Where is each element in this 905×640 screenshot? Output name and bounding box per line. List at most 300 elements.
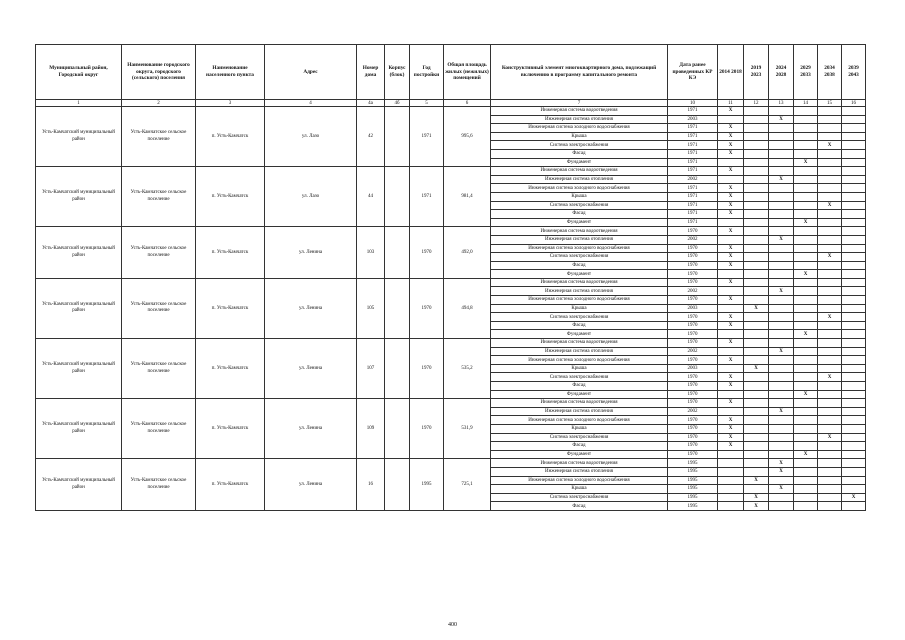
table-row: [36, 339, 866, 348]
period-mark-cell: [842, 450, 866, 459]
column-number-row: [36, 100, 866, 107]
locality-cell: п. Усть-Камчатск: [196, 278, 265, 338]
period-mark-cell: [842, 107, 866, 116]
period-mark-cell: [769, 442, 794, 451]
period-mark-cell: [718, 459, 744, 468]
period-mark-cell: [769, 321, 794, 330]
street-cell: ул. Ленина: [265, 339, 357, 399]
table-row: [36, 459, 866, 468]
period-mark-cell: X: [718, 382, 744, 391]
period-mark-cell: [818, 132, 842, 141]
element-cell: Инженерная система отопления: [491, 407, 668, 416]
previous-repair-date-cell: 1971: [668, 132, 718, 141]
table-row: [36, 227, 866, 236]
period-mark-cell: [842, 210, 866, 219]
district-cell: Усть-Камчатский муниципальный район: [36, 227, 122, 279]
period-mark-cell: [744, 167, 769, 176]
locality-cell: п. Усть-Камчатск: [196, 399, 265, 459]
period-mark-cell: [842, 459, 866, 468]
previous-repair-date-cell: 1971: [668, 184, 718, 193]
street-cell: ул. Лазо: [265, 107, 357, 167]
previous-repair-date-cell: 1971: [668, 141, 718, 150]
period-mark-cell: [818, 167, 842, 176]
period-mark-cell: X: [718, 227, 744, 236]
period-mark-cell: [794, 235, 818, 244]
period-mark-cell: [769, 244, 794, 253]
previous-repair-date-cell: 1970: [668, 227, 718, 236]
previous-repair-date-cell: 1970: [668, 253, 718, 262]
period-mark-cell: [818, 467, 842, 476]
period-mark-cell: [842, 235, 866, 244]
element-cell: Инженерная система холодного водоснабжения: [491, 184, 668, 193]
period-mark-cell: [842, 201, 866, 210]
period-mark-cell: [842, 167, 866, 176]
element-cell: Система электроснабжения: [491, 313, 668, 322]
period-mark-cell: [842, 339, 866, 348]
period-mark-cell: X: [744, 476, 769, 485]
previous-repair-date-cell: 1995: [668, 485, 718, 494]
period-mark-cell: [818, 450, 842, 459]
period-mark-cell: [794, 107, 818, 116]
period-mark-cell: [718, 218, 744, 227]
period-mark-cell: [769, 399, 794, 408]
column-number: 16: [842, 100, 866, 107]
previous-repair-date-cell: 1970: [668, 450, 718, 459]
build-year-cell: 1971: [410, 167, 444, 227]
house-number-cell: 16: [357, 459, 385, 511]
period-mark-cell: [794, 313, 818, 322]
previous-repair-date-cell: 1971: [668, 107, 718, 116]
period-mark-cell: [842, 261, 866, 270]
period-mark-cell: [842, 132, 866, 141]
period-mark-cell: [818, 356, 842, 365]
period-mark-cell: [718, 467, 744, 476]
element-cell: Фасад: [491, 321, 668, 330]
period-mark-cell: [744, 184, 769, 193]
period-mark-cell: [818, 184, 842, 193]
period-mark-cell: [718, 502, 744, 511]
period-mark-cell: X: [718, 321, 744, 330]
area-cell: 725,1: [444, 459, 491, 511]
column-header: 2034 2038: [818, 45, 842, 100]
previous-repair-date-cell: 1995: [668, 476, 718, 485]
period-mark-cell: [744, 192, 769, 201]
period-mark-cell: X: [842, 493, 866, 502]
block-cell: [385, 107, 410, 167]
element-cell: Инженерная система водоотведения: [491, 399, 668, 408]
period-mark-cell: [744, 296, 769, 305]
element-cell: Крыша: [491, 132, 668, 141]
build-year-cell: 1970: [410, 399, 444, 459]
previous-repair-date-cell: 1970: [668, 261, 718, 270]
previous-repair-date-cell: 1971: [668, 149, 718, 158]
period-mark-cell: X: [769, 287, 794, 296]
previous-repair-date-cell: 1970: [668, 433, 718, 442]
period-mark-cell: [744, 107, 769, 116]
period-mark-cell: [769, 390, 794, 399]
period-mark-cell: [842, 192, 866, 201]
period-mark-cell: X: [769, 235, 794, 244]
period-mark-cell: X: [794, 390, 818, 399]
column-number: 15: [818, 100, 842, 107]
header-row: [36, 45, 866, 100]
element-cell: Фасад: [491, 382, 668, 391]
period-mark-cell: [794, 304, 818, 313]
period-mark-cell: [842, 476, 866, 485]
period-mark-cell: [842, 399, 866, 408]
period-mark-cell: [842, 296, 866, 305]
column-header: Номер дома: [357, 45, 385, 100]
period-mark-cell: X: [718, 442, 744, 451]
column-number: 3: [196, 100, 265, 107]
period-mark-cell: X: [718, 373, 744, 382]
period-mark-cell: [818, 399, 842, 408]
period-mark-cell: X: [794, 218, 818, 227]
period-mark-cell: X: [769, 407, 794, 416]
period-mark-cell: [744, 485, 769, 494]
previous-repair-date-cell: 1970: [668, 244, 718, 253]
period-mark-cell: [842, 115, 866, 124]
period-mark-cell: [769, 210, 794, 219]
settlement-cell: Усть-Камчатское сельское поселение: [122, 399, 196, 459]
period-mark-cell: [818, 218, 842, 227]
period-mark-cell: [718, 450, 744, 459]
period-mark-cell: X: [718, 296, 744, 305]
period-mark-cell: X: [718, 141, 744, 150]
previous-repair-date-cell: 1970: [668, 330, 718, 339]
period-mark-cell: X: [718, 192, 744, 201]
period-mark-cell: [818, 330, 842, 339]
element-cell: Фундамент: [491, 270, 668, 279]
period-mark-cell: [718, 270, 744, 279]
period-mark-cell: X: [718, 433, 744, 442]
element-cell: Инженерная система отопления: [491, 115, 668, 124]
period-mark-cell: [718, 390, 744, 399]
previous-repair-date-cell: 2003: [668, 304, 718, 313]
period-mark-cell: [794, 321, 818, 330]
street-cell: ул. Ленина: [265, 278, 357, 338]
period-mark-cell: [842, 416, 866, 425]
period-mark-cell: [842, 218, 866, 227]
district-cell: Усть-Камчатский муниципальный район: [36, 399, 122, 459]
period-mark-cell: X: [794, 330, 818, 339]
period-mark-cell: [818, 347, 842, 356]
column-number: 2: [122, 100, 196, 107]
period-mark-cell: [818, 364, 842, 373]
column-header: Наименование городского округа, городского (сельского) поселения: [122, 45, 196, 100]
period-mark-cell: [842, 330, 866, 339]
period-mark-cell: [794, 485, 818, 494]
previous-repair-date-cell: 1971: [668, 158, 718, 167]
period-mark-cell: [842, 270, 866, 279]
element-cell: Фундамент: [491, 218, 668, 227]
period-mark-cell: [744, 149, 769, 158]
element-cell: Инженерная система холодного водоснабжения: [491, 296, 668, 305]
period-mark-cell: [769, 107, 794, 116]
period-mark-cell: [769, 433, 794, 442]
element-cell: Инженерная система холодного водоснабжения: [491, 356, 668, 365]
period-mark-cell: [769, 132, 794, 141]
settlement-cell: Усть-Камчатское сельское поселение: [122, 227, 196, 279]
previous-repair-date-cell: 2002: [668, 407, 718, 416]
period-mark-cell: X: [718, 107, 744, 116]
period-mark-cell: X: [718, 339, 744, 348]
period-mark-cell: [769, 476, 794, 485]
locality-cell: п. Усть-Камчатск: [196, 107, 265, 167]
period-mark-cell: [744, 175, 769, 184]
element-cell: Фундамент: [491, 158, 668, 167]
period-mark-cell: [744, 399, 769, 408]
element-cell: Система электроснабжения: [491, 141, 668, 150]
district-cell: Усть-Камчатский муниципальный район: [36, 459, 122, 511]
period-mark-cell: X: [769, 347, 794, 356]
period-mark-cell: [718, 287, 744, 296]
element-cell: Система электроснабжения: [491, 201, 668, 210]
district-cell: Усть-Камчатский муниципальный район: [36, 339, 122, 399]
period-mark-cell: [769, 167, 794, 176]
period-mark-cell: [818, 235, 842, 244]
period-mark-cell: [769, 373, 794, 382]
period-mark-cell: [842, 424, 866, 433]
previous-repair-date-cell: 1995: [668, 502, 718, 511]
previous-repair-date-cell: 1970: [668, 424, 718, 433]
district-cell: Усть-Камчатский муниципальный район: [36, 107, 122, 167]
period-mark-cell: [744, 235, 769, 244]
period-mark-cell: [769, 493, 794, 502]
period-mark-cell: X: [744, 502, 769, 511]
period-mark-cell: [769, 313, 794, 322]
build-year-cell: 1971: [410, 107, 444, 167]
period-mark-cell: [769, 424, 794, 433]
street-cell: ул. Ленина: [265, 399, 357, 459]
period-mark-cell: [842, 287, 866, 296]
previous-repair-date-cell: 1995: [668, 493, 718, 502]
period-mark-cell: [794, 115, 818, 124]
column-header: Общая площадь жилых (нежилых) помещений: [444, 45, 491, 100]
period-mark-cell: [818, 210, 842, 219]
period-mark-cell: [769, 364, 794, 373]
column-header: Дата ранее проведенных КР КЭ: [668, 45, 718, 100]
period-mark-cell: [794, 339, 818, 348]
period-mark-cell: [794, 442, 818, 451]
period-mark-cell: [818, 287, 842, 296]
column-header: 2014 2018: [718, 45, 744, 100]
period-mark-cell: [818, 502, 842, 511]
period-mark-cell: [794, 201, 818, 210]
area-cell: 535,2: [444, 339, 491, 399]
settlement-cell: Усть-Камчатское сельское поселение: [122, 459, 196, 511]
period-mark-cell: [818, 485, 842, 494]
element-cell: Фасад: [491, 442, 668, 451]
block-cell: [385, 399, 410, 459]
period-mark-cell: [769, 330, 794, 339]
period-mark-cell: [818, 107, 842, 116]
period-mark-cell: X: [818, 141, 842, 150]
column-number: 14: [794, 100, 818, 107]
period-mark-cell: X: [769, 467, 794, 476]
previous-repair-date-cell: 1970: [668, 373, 718, 382]
period-mark-cell: X: [794, 270, 818, 279]
period-mark-cell: [818, 390, 842, 399]
period-mark-cell: X: [818, 313, 842, 322]
element-cell: Фасад: [491, 502, 668, 511]
period-mark-cell: [842, 382, 866, 391]
repair-program-table: [35, 44, 866, 511]
locality-cell: п. Усть-Камчатск: [196, 459, 265, 511]
period-mark-cell: X: [794, 158, 818, 167]
element-cell: Инженерная система холодного водоснабжения: [491, 416, 668, 425]
period-mark-cell: [818, 321, 842, 330]
period-mark-cell: [718, 115, 744, 124]
block-cell: [385, 339, 410, 399]
locality-cell: п. Усть-Камчатск: [196, 339, 265, 399]
period-mark-cell: [842, 373, 866, 382]
period-mark-cell: [842, 485, 866, 494]
period-mark-cell: [842, 467, 866, 476]
period-mark-cell: [842, 321, 866, 330]
period-mark-cell: [842, 253, 866, 262]
period-mark-cell: [718, 330, 744, 339]
previous-repair-date-cell: 1970: [668, 321, 718, 330]
period-mark-cell: [818, 261, 842, 270]
house-number-cell: 107: [357, 339, 385, 399]
street-cell: ул. Ленина: [265, 227, 357, 279]
previous-repair-date-cell: 1970: [668, 416, 718, 425]
period-mark-cell: X: [718, 244, 744, 253]
period-mark-cell: [842, 124, 866, 133]
period-mark-cell: [769, 149, 794, 158]
period-mark-cell: [794, 278, 818, 287]
table-body: [36, 107, 866, 511]
column-number: 12: [744, 100, 769, 107]
period-mark-cell: [718, 485, 744, 494]
previous-repair-date-cell: 1970: [668, 270, 718, 279]
period-mark-cell: [842, 313, 866, 322]
previous-repair-date-cell: 1995: [668, 467, 718, 476]
element-cell: Фасад: [491, 210, 668, 219]
period-mark-cell: [794, 124, 818, 133]
column-number: 10: [668, 100, 718, 107]
period-mark-cell: [842, 149, 866, 158]
period-mark-cell: X: [744, 364, 769, 373]
period-mark-cell: [769, 278, 794, 287]
period-mark-cell: [794, 149, 818, 158]
period-mark-cell: [794, 502, 818, 511]
period-mark-cell: [718, 235, 744, 244]
column-number: 5: [410, 100, 444, 107]
period-mark-cell: [794, 141, 818, 150]
element-cell: Система электроснабжения: [491, 373, 668, 382]
period-mark-cell: [769, 192, 794, 201]
area-cell: 494,8: [444, 278, 491, 338]
period-mark-cell: [842, 407, 866, 416]
previous-repair-date-cell: 1971: [668, 201, 718, 210]
period-mark-cell: [794, 210, 818, 219]
period-mark-cell: [794, 287, 818, 296]
period-mark-cell: [794, 364, 818, 373]
period-mark-cell: [842, 244, 866, 253]
previous-repair-date-cell: 1971: [668, 218, 718, 227]
element-cell: Инженерная система отопления: [491, 235, 668, 244]
element-cell: Система электроснабжения: [491, 493, 668, 502]
period-mark-cell: [718, 347, 744, 356]
previous-repair-date-cell: 2002: [668, 175, 718, 184]
period-mark-cell: X: [718, 124, 744, 133]
house-number-cell: 105: [357, 278, 385, 338]
previous-repair-date-cell: 1971: [668, 210, 718, 219]
previous-repair-date-cell: 2002: [668, 235, 718, 244]
period-mark-cell: [842, 502, 866, 511]
period-mark-cell: X: [769, 115, 794, 124]
period-mark-cell: [818, 115, 842, 124]
period-mark-cell: [744, 287, 769, 296]
element-cell: Крыша: [491, 424, 668, 433]
column-header: Наименование населенного пункта: [196, 45, 265, 100]
previous-repair-date-cell: 1970: [668, 382, 718, 391]
district-cell: Усть-Камчатский муниципальный район: [36, 167, 122, 227]
column-number: 4б: [385, 100, 410, 107]
previous-repair-date-cell: 1970: [668, 390, 718, 399]
column-number: 13: [769, 100, 794, 107]
period-mark-cell: [744, 450, 769, 459]
area-cell: 531,9: [444, 399, 491, 459]
period-mark-cell: [744, 433, 769, 442]
build-year-cell: 1970: [410, 227, 444, 279]
period-mark-cell: X: [718, 356, 744, 365]
previous-repair-date-cell: 1971: [668, 167, 718, 176]
column-header: Муниципальный район, Городской округ: [36, 45, 122, 100]
period-mark-cell: X: [718, 399, 744, 408]
period-mark-cell: [769, 356, 794, 365]
period-mark-cell: [818, 424, 842, 433]
period-mark-cell: [818, 244, 842, 253]
period-mark-cell: X: [718, 149, 744, 158]
previous-repair-date-cell: 1970: [668, 399, 718, 408]
period-mark-cell: [744, 424, 769, 433]
period-mark-cell: [794, 459, 818, 468]
element-cell: Крыша: [491, 364, 668, 373]
period-mark-cell: [842, 304, 866, 313]
element-cell: Инженерная система отопления: [491, 347, 668, 356]
element-cell: Инженерная система водоотведения: [491, 459, 668, 468]
period-mark-cell: [818, 407, 842, 416]
element-cell: Инженерная система отопления: [491, 287, 668, 296]
period-mark-cell: [769, 158, 794, 167]
period-mark-cell: [842, 347, 866, 356]
previous-repair-date-cell: 2003: [668, 115, 718, 124]
period-mark-cell: [842, 141, 866, 150]
period-mark-cell: [794, 424, 818, 433]
period-mark-cell: X: [769, 175, 794, 184]
period-mark-cell: X: [769, 485, 794, 494]
period-mark-cell: [718, 158, 744, 167]
column-number: 4: [265, 100, 357, 107]
period-mark-cell: [769, 502, 794, 511]
period-mark-cell: X: [718, 424, 744, 433]
period-mark-cell: X: [818, 253, 842, 262]
previous-repair-date-cell: 1971: [668, 192, 718, 201]
column-number: 6: [444, 100, 491, 107]
period-mark-cell: [818, 192, 842, 201]
period-mark-cell: [818, 124, 842, 133]
period-mark-cell: [794, 227, 818, 236]
period-mark-cell: [794, 132, 818, 141]
period-mark-cell: X: [769, 459, 794, 468]
house-number-cell: 103: [357, 227, 385, 279]
period-mark-cell: [818, 442, 842, 451]
period-mark-cell: [794, 253, 818, 262]
period-mark-cell: [769, 339, 794, 348]
